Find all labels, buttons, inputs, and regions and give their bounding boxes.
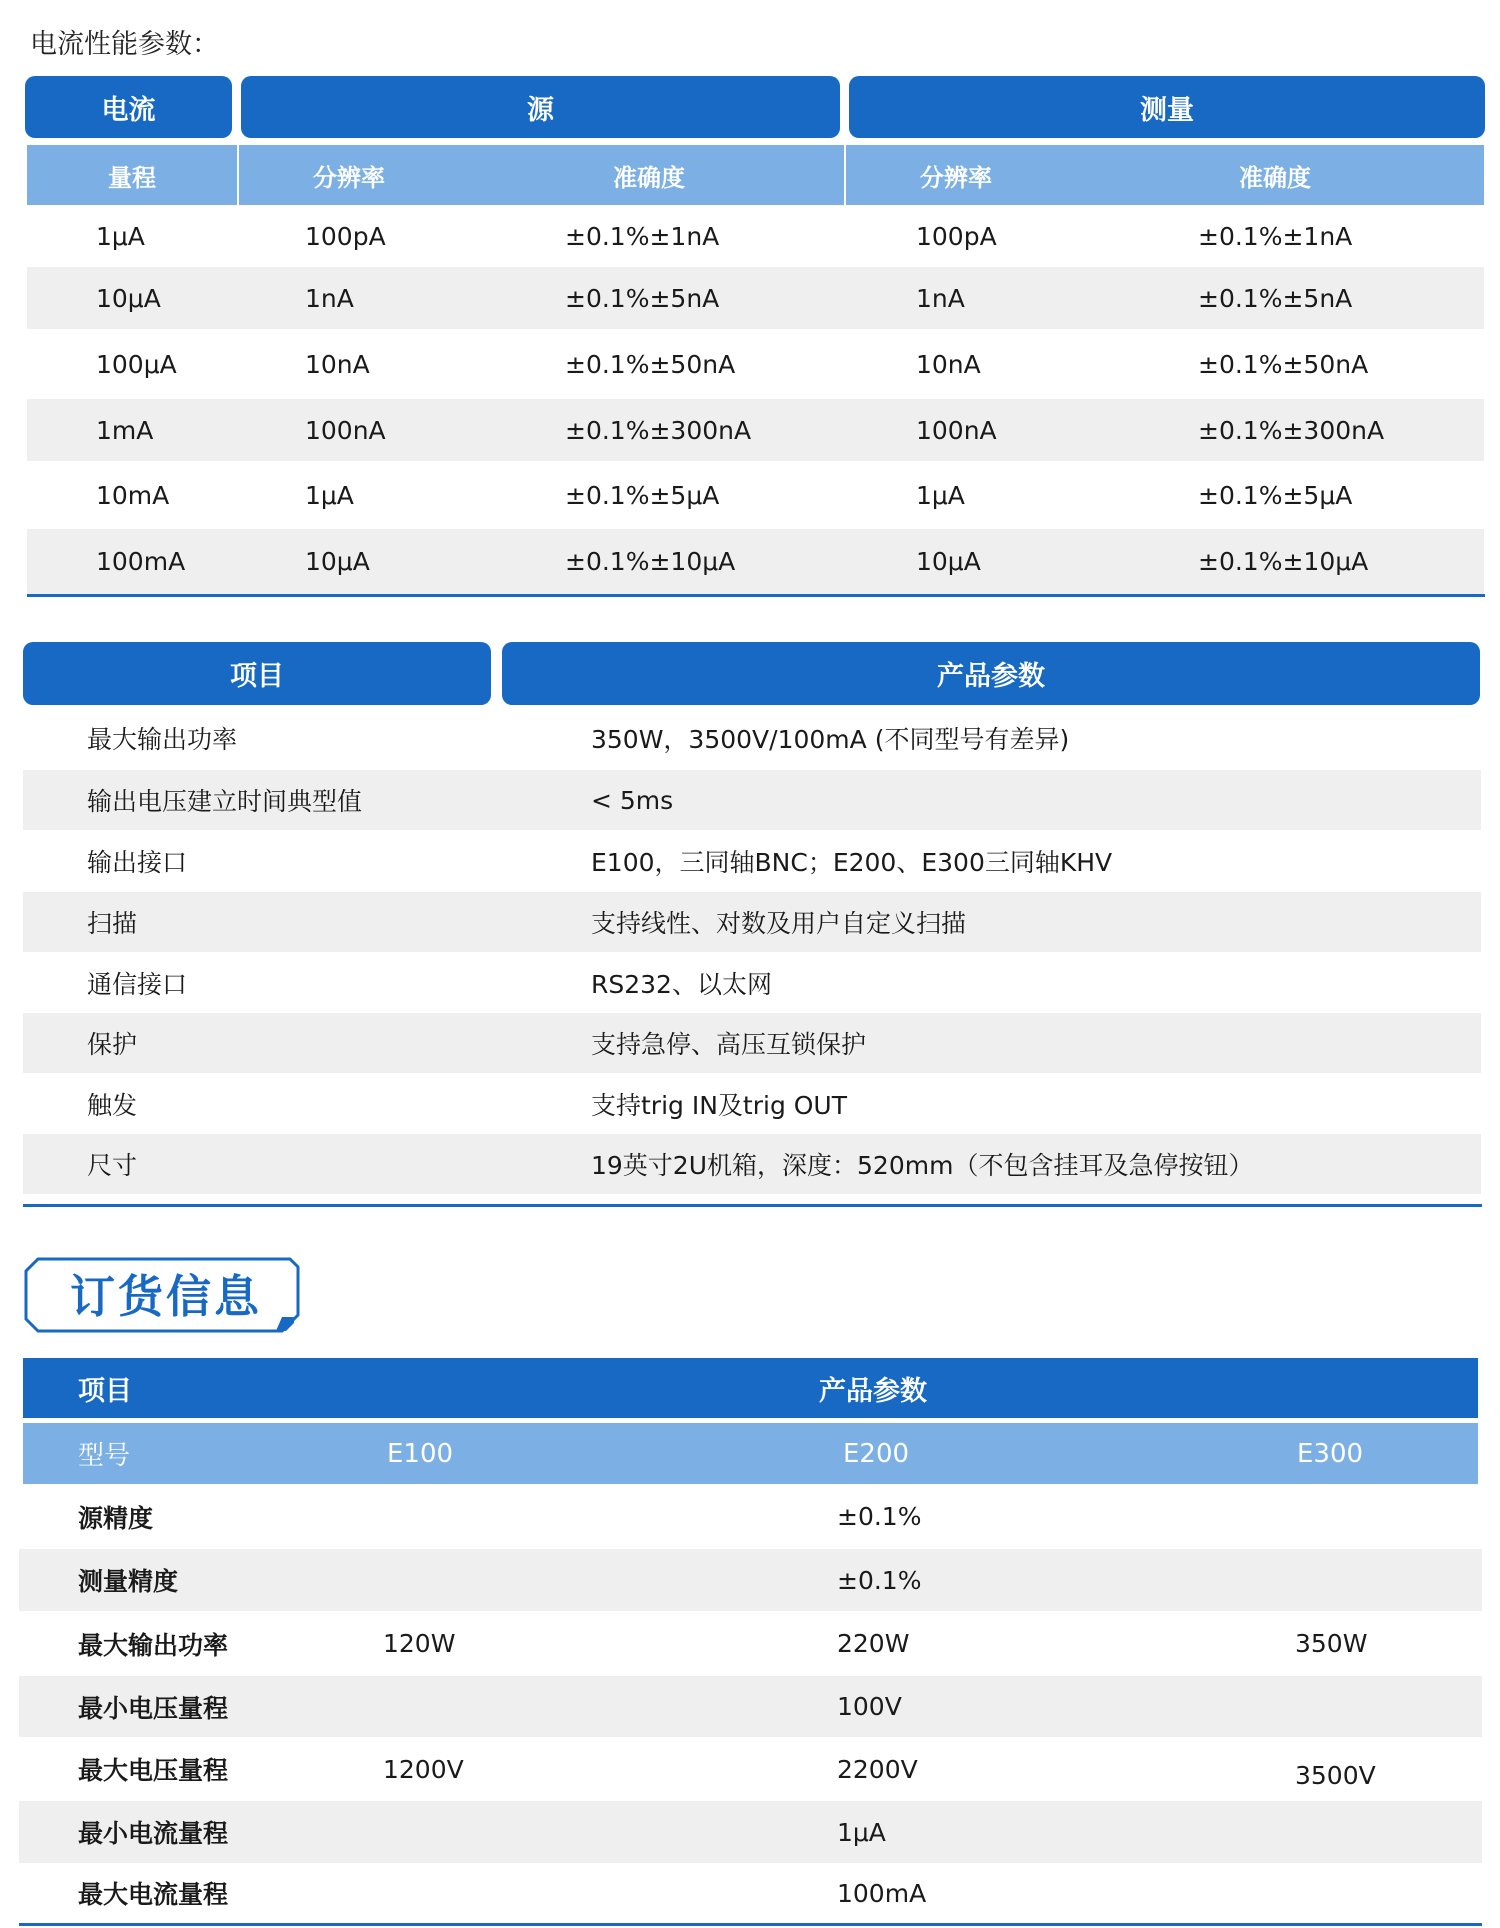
table-row <box>19 1737 1482 1801</box>
cell-src-res: 10nA <box>305 349 370 379</box>
cell-src-acc: ±0.1%±10μA <box>565 547 736 576</box>
subheader-meas-accuracy: 准确度 <box>1239 163 1311 192</box>
cell-src-acc: ±0.1%±1nA <box>565 221 720 251</box>
row-label: 最小电压量程 <box>78 1693 229 1723</box>
cell-item: 输出电压建立时间典型值 <box>87 787 363 816</box>
table-row <box>23 770 1481 830</box>
cell-value: 350W，3500V/100mA (不同型号有差异) <box>591 724 1070 754</box>
cell-src-acc: ±0.1%±50nA <box>565 349 736 379</box>
cell-e200: ±0.1% <box>837 1502 922 1531</box>
cell-item: 最大输出功率 <box>87 724 238 754</box>
row-label: 最大电流量程 <box>78 1880 229 1909</box>
cell-value: 支持线性、对数及用户自定义扫描 <box>591 909 967 938</box>
cell-range: 10μA <box>96 283 161 313</box>
table-row <box>19 1863 1482 1923</box>
cell-item: 通信接口 <box>87 969 188 999</box>
cell-item: 扫描 <box>87 909 138 938</box>
order-header <box>23 1358 1478 1418</box>
table-row <box>23 830 1481 892</box>
cell-meas-acc: ±0.1%±10μA <box>1198 547 1369 576</box>
cell-e200: ±0.1% <box>837 1565 922 1595</box>
table-row <box>23 1073 1481 1134</box>
cell-item: 输出接口 <box>87 848 188 877</box>
header-measure: 测量 <box>849 76 1485 138</box>
cell-meas-res: 1μA <box>916 480 965 510</box>
cell-range: 1mA <box>96 415 154 445</box>
section-title: 电流性能参数： <box>30 29 219 60</box>
cell-src-res: 10μA <box>305 547 370 576</box>
cell-src-res: 1μA <box>305 480 354 510</box>
cell-meas-res: 10nA <box>916 349 981 379</box>
cell-range: 10mA <box>96 480 170 510</box>
table-row <box>27 205 1484 267</box>
cell-value: 支持trig IN及trig OUT <box>591 1090 848 1120</box>
table-row <box>19 1801 1482 1863</box>
table-row <box>27 267 1484 329</box>
cell-src-acc: ±0.1%±300nA <box>565 415 752 445</box>
cell-e300: 3500V <box>1295 1760 1376 1790</box>
cell-meas-acc: ±0.1%±300nA <box>1198 415 1385 445</box>
model-label: 型号 <box>78 1441 131 1471</box>
row-label: 测量精度 <box>78 1567 179 1596</box>
table-row <box>23 1134 1481 1194</box>
header-source: 源 <box>241 76 840 138</box>
table-row <box>23 952 1481 1013</box>
cell-meas-res: 100pA <box>916 221 997 251</box>
subheader-src-resolution: 分辨率 <box>313 163 385 192</box>
cell-value: 支持急停、高压互锁保护 <box>591 1030 867 1059</box>
cell-e200: 2200V <box>837 1754 918 1784</box>
table-bottom-rule <box>27 594 1485 597</box>
cell-e200: 100V <box>837 1692 902 1721</box>
cell-item: 尺寸 <box>87 1151 138 1180</box>
cell-range: 1μA <box>96 221 145 251</box>
cell-src-res: 100pA <box>305 221 386 251</box>
cell-src-res: 100nA <box>305 415 386 445</box>
subheader-range: 量程 <box>108 163 156 192</box>
order-model-row <box>23 1423 1478 1484</box>
cell-e300: 350W <box>1295 1629 1368 1658</box>
cell-src-acc: ±0.1%±5nA <box>565 283 720 313</box>
cell-value: < 5ms <box>591 785 674 815</box>
cell-src-acc: ±0.1%±5μA <box>565 480 720 510</box>
cell-range: 100μA <box>96 349 177 379</box>
model-e200: E200 <box>843 1438 910 1469</box>
table-bottom-rule <box>19 1923 1482 1926</box>
table-bottom-rule <box>23 1204 1482 1207</box>
order-title: 订货信息 <box>70 1270 263 1323</box>
table-row <box>23 705 1481 770</box>
cell-meas-res: 10μA <box>916 547 981 576</box>
cell-meas-res: 1nA <box>916 283 965 313</box>
table-row <box>27 329 1484 399</box>
cell-e200: 1μA <box>837 1817 886 1847</box>
table-row <box>27 399 1484 461</box>
order-header-param: 产品参数 <box>819 1375 927 1407</box>
table-row <box>27 529 1484 594</box>
cell-item: 触发 <box>87 1090 138 1120</box>
model-e300: E300 <box>1297 1438 1364 1469</box>
header-item: 项目 <box>23 642 491 705</box>
cell-value: 19英寸2U机箱，深度：520mm（不包含挂耳及急停按钮） <box>591 1151 1254 1180</box>
table-row <box>19 1549 1482 1611</box>
cell-range: 100mA <box>96 547 186 576</box>
cell-meas-res: 100nA <box>916 415 997 445</box>
cell-value: RS232、以太网 <box>591 969 772 999</box>
table-row <box>23 892 1481 952</box>
row-label: 最小电流量程 <box>78 1819 229 1848</box>
subheader-src-accuracy: 准确度 <box>613 163 685 192</box>
cell-e200: 100mA <box>837 1878 927 1908</box>
row-label: 最大输出功率 <box>78 1630 229 1660</box>
cell-e100: 120W <box>383 1629 456 1658</box>
cell-value: E100，三同轴BNC；E200、E300三同轴KHV <box>591 848 1113 877</box>
cell-e200: 220W <box>837 1629 910 1658</box>
row-label: 源精度 <box>78 1503 154 1533</box>
cell-src-res: 1nA <box>305 283 354 313</box>
cell-meas-acc: ±0.1%±1nA <box>1198 221 1353 251</box>
cell-item: 保护 <box>87 1030 138 1059</box>
cell-meas-acc: ±0.1%±5nA <box>1198 283 1353 313</box>
table-row <box>27 461 1484 529</box>
cell-meas-acc: ±0.1%±50nA <box>1198 349 1369 379</box>
header-current: 电流 <box>25 76 232 138</box>
subheader-meas-resolution: 分辨率 <box>920 163 992 192</box>
table-row <box>19 1484 1482 1549</box>
table-row <box>19 1676 1482 1737</box>
order-header-item: 项目 <box>78 1375 132 1407</box>
model-e100: E100 <box>387 1438 454 1469</box>
current-subheader <box>27 145 1484 205</box>
cell-meas-acc: ±0.1%±5μA <box>1198 480 1353 510</box>
cell-e100: 1200V <box>383 1754 464 1784</box>
header-param: 产品参数 <box>502 642 1480 705</box>
row-label: 最大电压量程 <box>78 1756 229 1785</box>
table-row <box>23 1013 1481 1073</box>
table-row <box>19 1611 1482 1676</box>
